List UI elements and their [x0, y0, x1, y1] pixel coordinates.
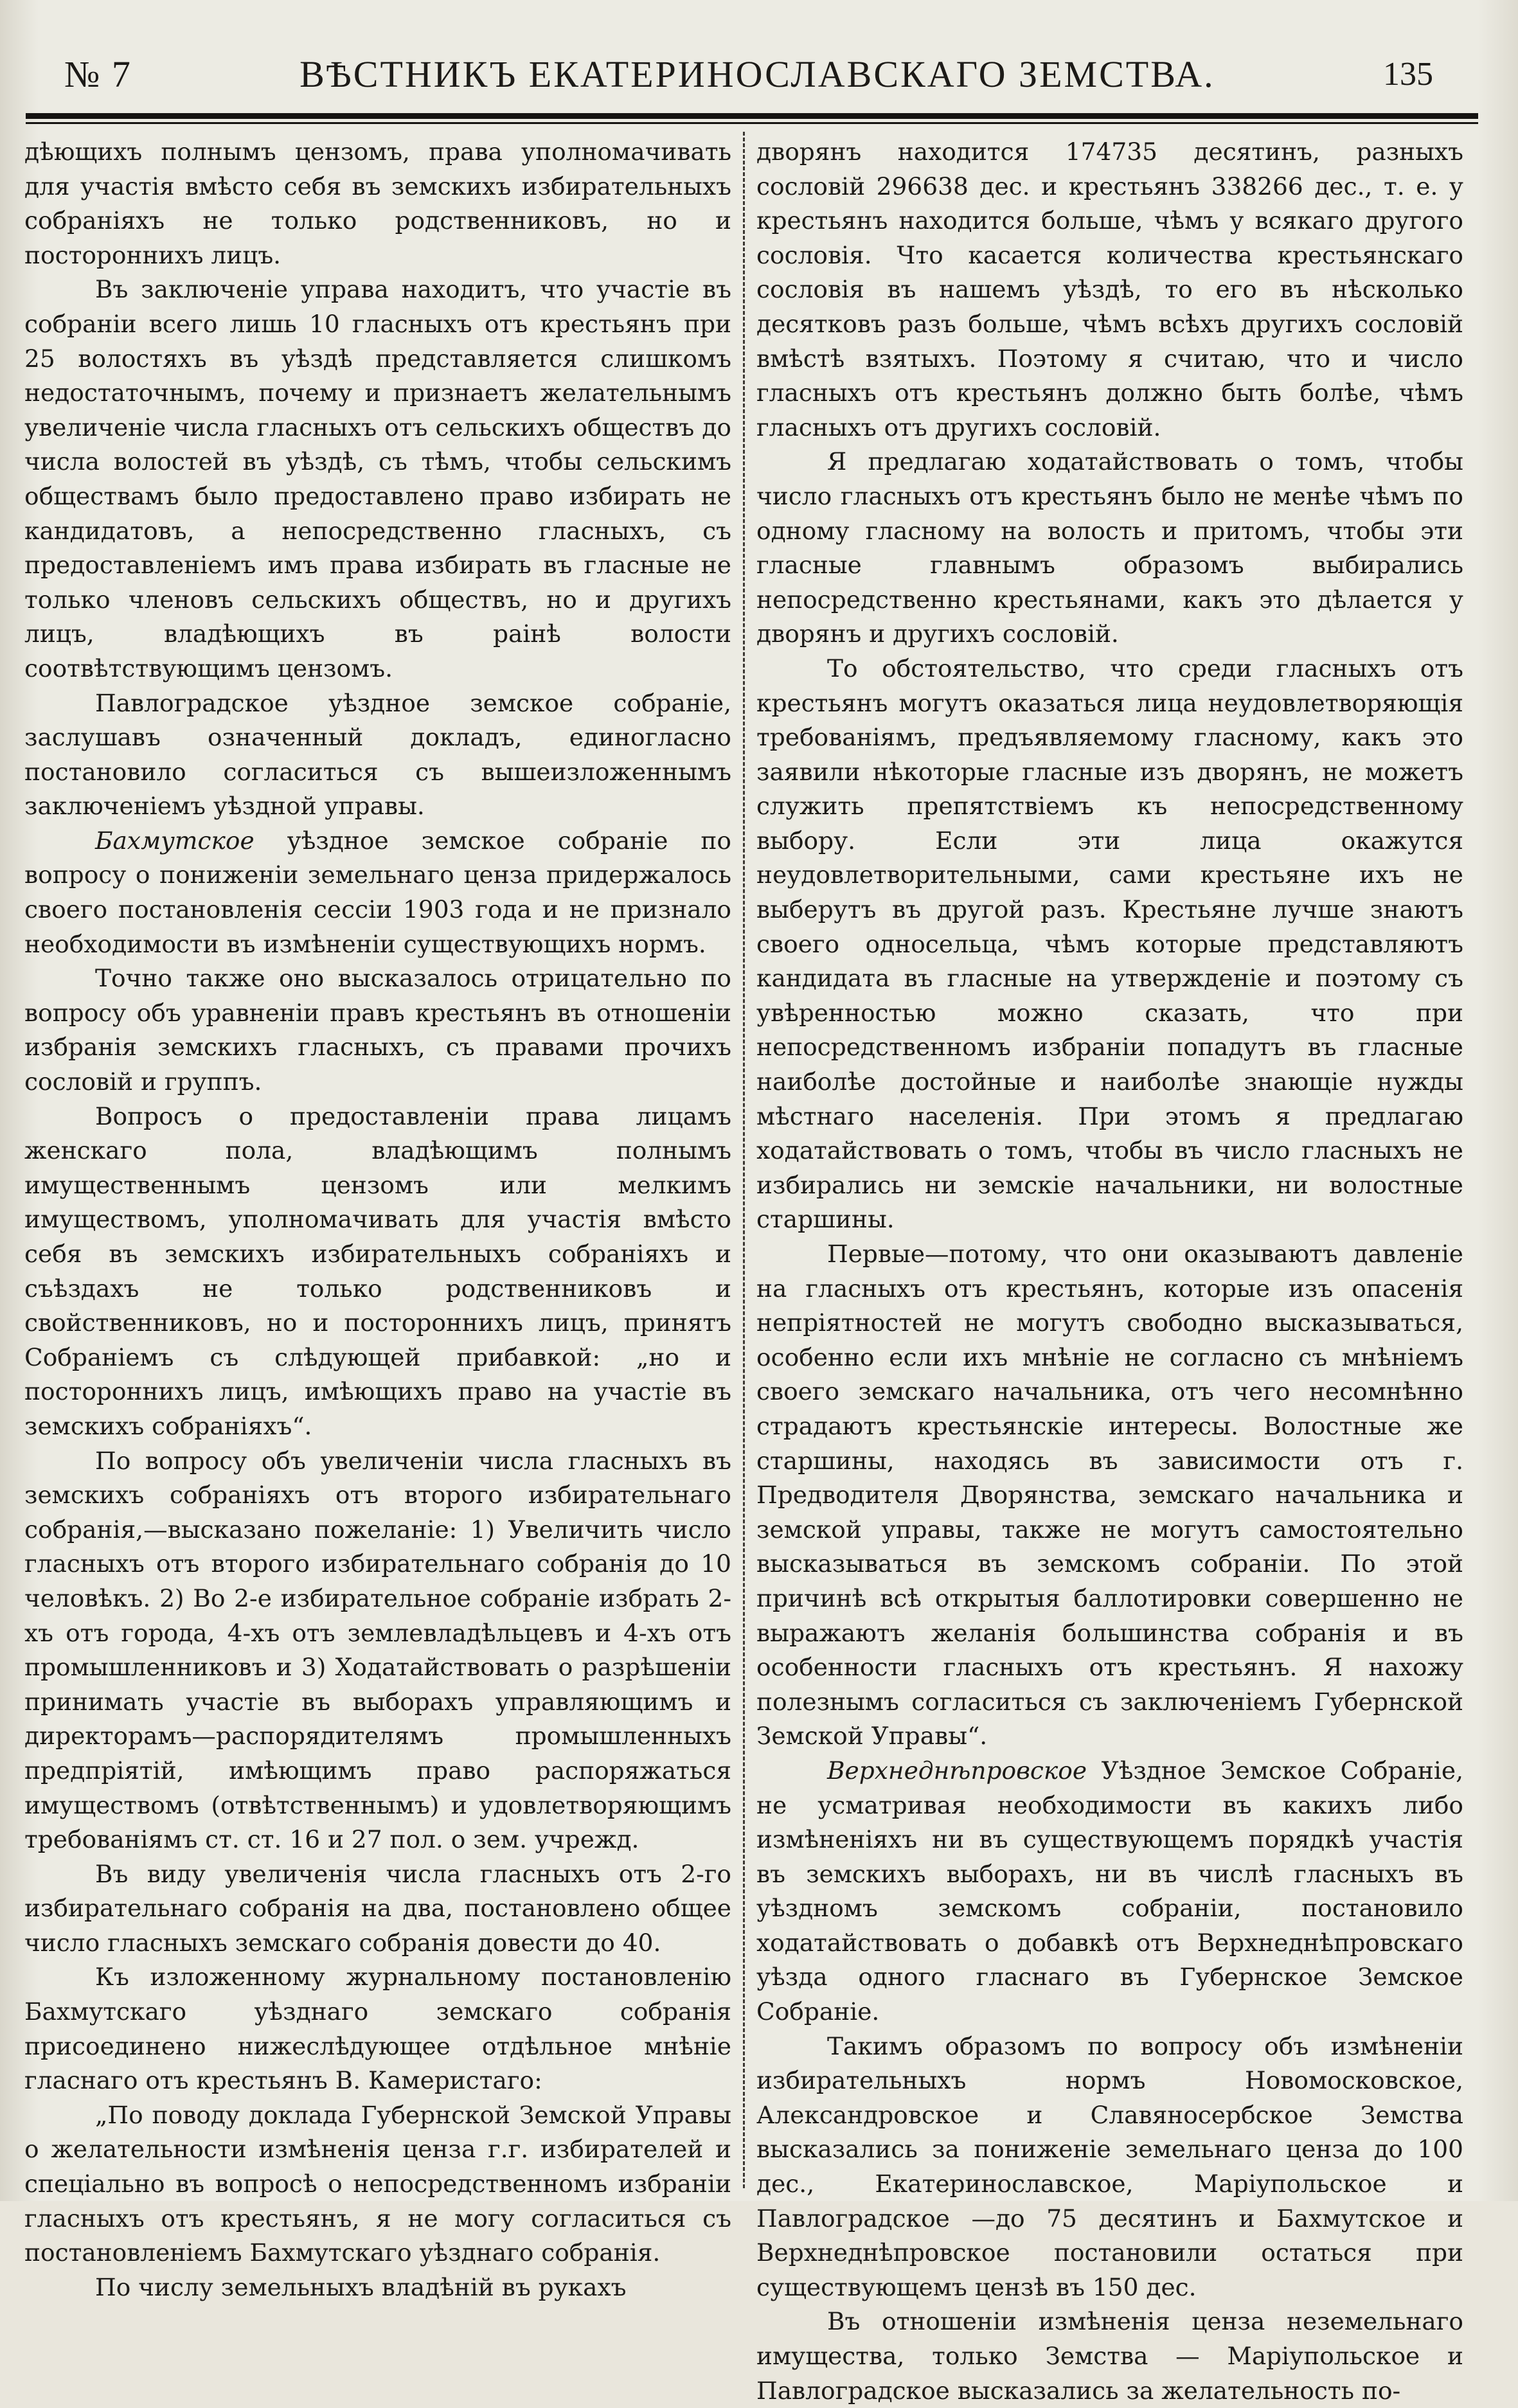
paragraph: Къ изложенному журнальному постановленію Бахмутскаго уѣзднаго земскаго собранія присоединено нижеслѣдующее отдѣльное мнѣніе гласнаго отъ крестьянъ В. Камеристаго:	[24, 1963, 731, 2095]
paragraph: Такимъ образомъ по вопросу объ измѣненіи избирательныхъ нормъ Новомосковское, Александровское и Славяносербское Земства высказались за пониженіе земельнаго ценза до 100 дес., Екатеринославское, Маріупольское и Павлоградское —до 75 десятинъ и Бахмутское и Верхнеднѣпровское постановили остаться при существующемъ цензѣ въ 150 дес.	[756, 2031, 1463, 2301]
column-separator	[743, 132, 745, 2188]
zemstvo-name-italic: Бахмутское	[95, 826, 254, 855]
paragraph: По числу земельныхъ владѣній въ рукахъ	[95, 2272, 627, 2301]
paragraph-text: Уѣздное Земское Собраніе, не усматривая необходимости въ какихъ либо измѣненіяхъ ни въ существующемъ порядкѣ участія въ земскихъ выборахъ, ни въ числѣ гласныхъ въ уѣздномъ земскомъ собраніи, постановило ходатайствовать о добавкѣ отъ Верхнеднѣпровскаго уѣзда одного гласнаго въ Губернское Земское Собраніе.	[756, 1756, 1463, 2026]
paragraph: дворянъ находится 174735 десятинъ, разныхъ сословій 296638 дес. и крестьянъ 338266 дес., т. е. у крестьянъ находится больше, чѣмъ у всякаго другого сословія. Что касается количества крестьянскаго сословія въ нашемъ уѣздѣ, то его въ нѣсколько десятковъ разъ больше, чѣмъ всѣхъ другихъ сословій вмѣстѣ взятыхъ. Поэтому я считаю, что и число гласныхъ отъ крестьянъ должно быть болѣе, чѣмъ гласныхъ отъ другихъ сословій.	[756, 138, 1463, 441]
paragraph: „По поводу доклада Губернской Земской Управы о желательности измѣненія ценза г.г. избирателей и спеціально въ вопросѣ о непосредственномъ избраніи гласныхъ отъ крестьянъ, я не могу согласиться съ постановленіемъ Бахмутскаго уѣзднаго собранія.	[24, 2100, 731, 2267]
paragraph-text: уѣздное земское собраніе по вопросу о пониженіи земельнаго ценза придержалось своего постановленія сессіи 1903 года и не признало необходимости въ измѣненіи существующихъ нормъ.	[24, 826, 731, 958]
zemstvo-name-italic: Верхнеднѣпровское	[827, 1756, 1087, 1785]
paragraph: Въ виду увеличенія числа гласныхъ отъ 2-го избирательнаго собранія на два, постановлено общее число гласныхъ земскаго собранія довести до 40.	[24, 1859, 731, 1957]
paragraph: Въ заключеніе управа находитъ, что участіе въ собраніи всего лишь 10 гласныхъ отъ крестьянъ при 25 волостяхъ въ уѣздѣ представляется слишкомъ недостаточнымъ, почему и признаетъ желательнымъ увеличеніе числа гласныхъ отъ сельскихъ обществъ до числа волостей въ уѣздѣ, съ тѣмъ, чтобы сельскимъ обществамъ было предоставлено право избирать не кандидатовъ, а непосредственно гласныхъ, съ предоставленіемъ имъ права избирать въ гласные не только членовъ сельскихъ обществъ, но и другихъ лицъ, владѣющихъ въ раінѣ волости соотвѣтствующимъ цензомъ.	[24, 275, 731, 682]
header-rule-thick	[26, 113, 1478, 119]
paragraph: дѣющихъ полнымъ цензомъ, права уполномачивать для участія вмѣсто себя въ земскихъ избирательныхъ собраніяхъ не только родственниковъ, но и постороннихъ лицъ.	[24, 138, 731, 269]
right-column	[756, 135, 1463, 2408]
page-number: 135	[1382, 55, 1433, 93]
header-rule-thin	[26, 122, 1478, 124]
paragraph	[756, 1754, 1463, 2029]
paragraph: То обстоятельство, что среди гласныхъ отъ крестьянъ могутъ оказаться лица неудовлетворяющія требованіямъ, предъявляемому гласному, какъ это заявили нѣкоторые гласные изъ дворянъ, не можетъ служить препятствіемъ къ непосредственному выбору. Если эти лица окажутся неудовлетворительными, сами крестьяне ихъ не выберутъ въ другой разъ. Крестьяне лучше знаютъ своего односельца, чѣмъ которые представляютъ кандидата въ гласные на утвержденіе и поэтому съ увѣренностью можно сказать, что при непосредственномъ избраніи попадутъ въ гласные наиболѣе достойные и наиболѣе знающіе нужды мѣстнаго населенія. При этомъ я предлагаю ходатайствовать о томъ, чтобы въ число гласныхъ не избирались ни земскіе начальники, ни волостные старшины.	[756, 654, 1463, 1234]
paragraph: Точно также оно высказалось отрицательно по вопросу объ уравненіи правъ крестьянъ въ отношеніи избранія земскихъ гласныхъ, съ правами прочихъ сословій и группъ.	[24, 964, 731, 1096]
paragraph: Вопросъ о предоставленіи права лицамъ женскаго пола, владѣющимъ полнымъ имущественнымъ цензомъ или мелкимъ имуществомъ, уполномачивать для участія вмѣсто себя въ земскихъ избирательныхъ собраніяхъ и съѣздахъ не только родственниковъ и свойственниковъ, но и постороннихъ лицъ, принятъ Собраніемъ съ слѣдующей прибавкой: „но и постороннихъ лицъ, имѣющихъ право на участіе въ земскихъ собраніяхъ“.	[24, 1101, 731, 1440]
paragraph: По вопросу объ увеличеніи числа гласныхъ въ земскихъ собраніяхъ отъ второго избирательнаго собранія,—высказано пожеланіе: 1) Увеличить число гласныхъ отъ второго избирательнаго собранія до 10 человѣкъ. 2) Во 2-е избирательное собраніе избрать 2-хъ отъ города, 4-хъ отъ землевладѣльцевъ и 4-хъ отъ промышленниковъ и 3) Ходатайствовать о разрѣшеніи принимать участіе въ выборахъ управляющимъ и директорамъ—распорядителямъ промышленныхъ предпріятій, имѣющимъ право распоряжаться имуществомъ (отвѣтственнымъ) и удовлетворяющимъ требованіямъ ст. ст. 16 и 27 пол. о зем. учрежд.	[24, 1446, 731, 1854]
paragraph: Въ отношеніи измѣненія ценза неземельнаго имущества, только Земства — Маріупольское и Павлоградское высказались за желательность по-	[756, 2307, 1463, 2405]
paragraph: Первые—потому, что они оказываютъ давленіе на гласныхъ отъ крестьянъ, которые изъ опасенія непріятностей не могутъ свободно высказываться, особенно если ихъ мнѣніе не согласно съ мнѣніемъ своего земскаго начальника, отъ чего несомнѣнно страдаютъ крестьянскіе интересы. Волостные же старшины, находясь въ зависимости отъ г. Предводителя Дворянства, земскаго начальника и земской управы, также не могутъ самостоятельно высказываться въ земскомъ собраніи. По этой причинѣ всѣ открытыя баллотировки совершенно не выражаютъ желанія большинства собранія и въ особенности гласныхъ отъ крестьянъ. Я нахожу полезнымъ согласиться съ заключеніемъ Губернской Земской Управы“.	[756, 1240, 1463, 1751]
paragraph	[24, 824, 731, 961]
left-column	[24, 135, 731, 2305]
journal-title: ВѢСТНИКЪ ЕКАТЕРИНОСЛАВСКАГО ЗЕМСТВА.	[299, 53, 1215, 95]
issue-number: № 7	[64, 53, 132, 95]
page-header	[64, 45, 1433, 103]
paragraph: Павлоградское уѣздное земское собраніе, заслушавъ означенный докладъ, единогласно постановило согласиться съ вышеизложеннымъ заключеніемъ уѣздной управы.	[24, 688, 731, 821]
paragraph: Я предлагаю ходатайствовать о томъ, чтобы число гласныхъ отъ крестьянъ было не менѣе чѣмъ по одному гласному на волость и притомъ, чтобы эти гласные главнымъ образомъ выбирались непосредственно крестьянами, какъ это дѣлается у дворянъ и другихъ сословій.	[756, 447, 1463, 648]
